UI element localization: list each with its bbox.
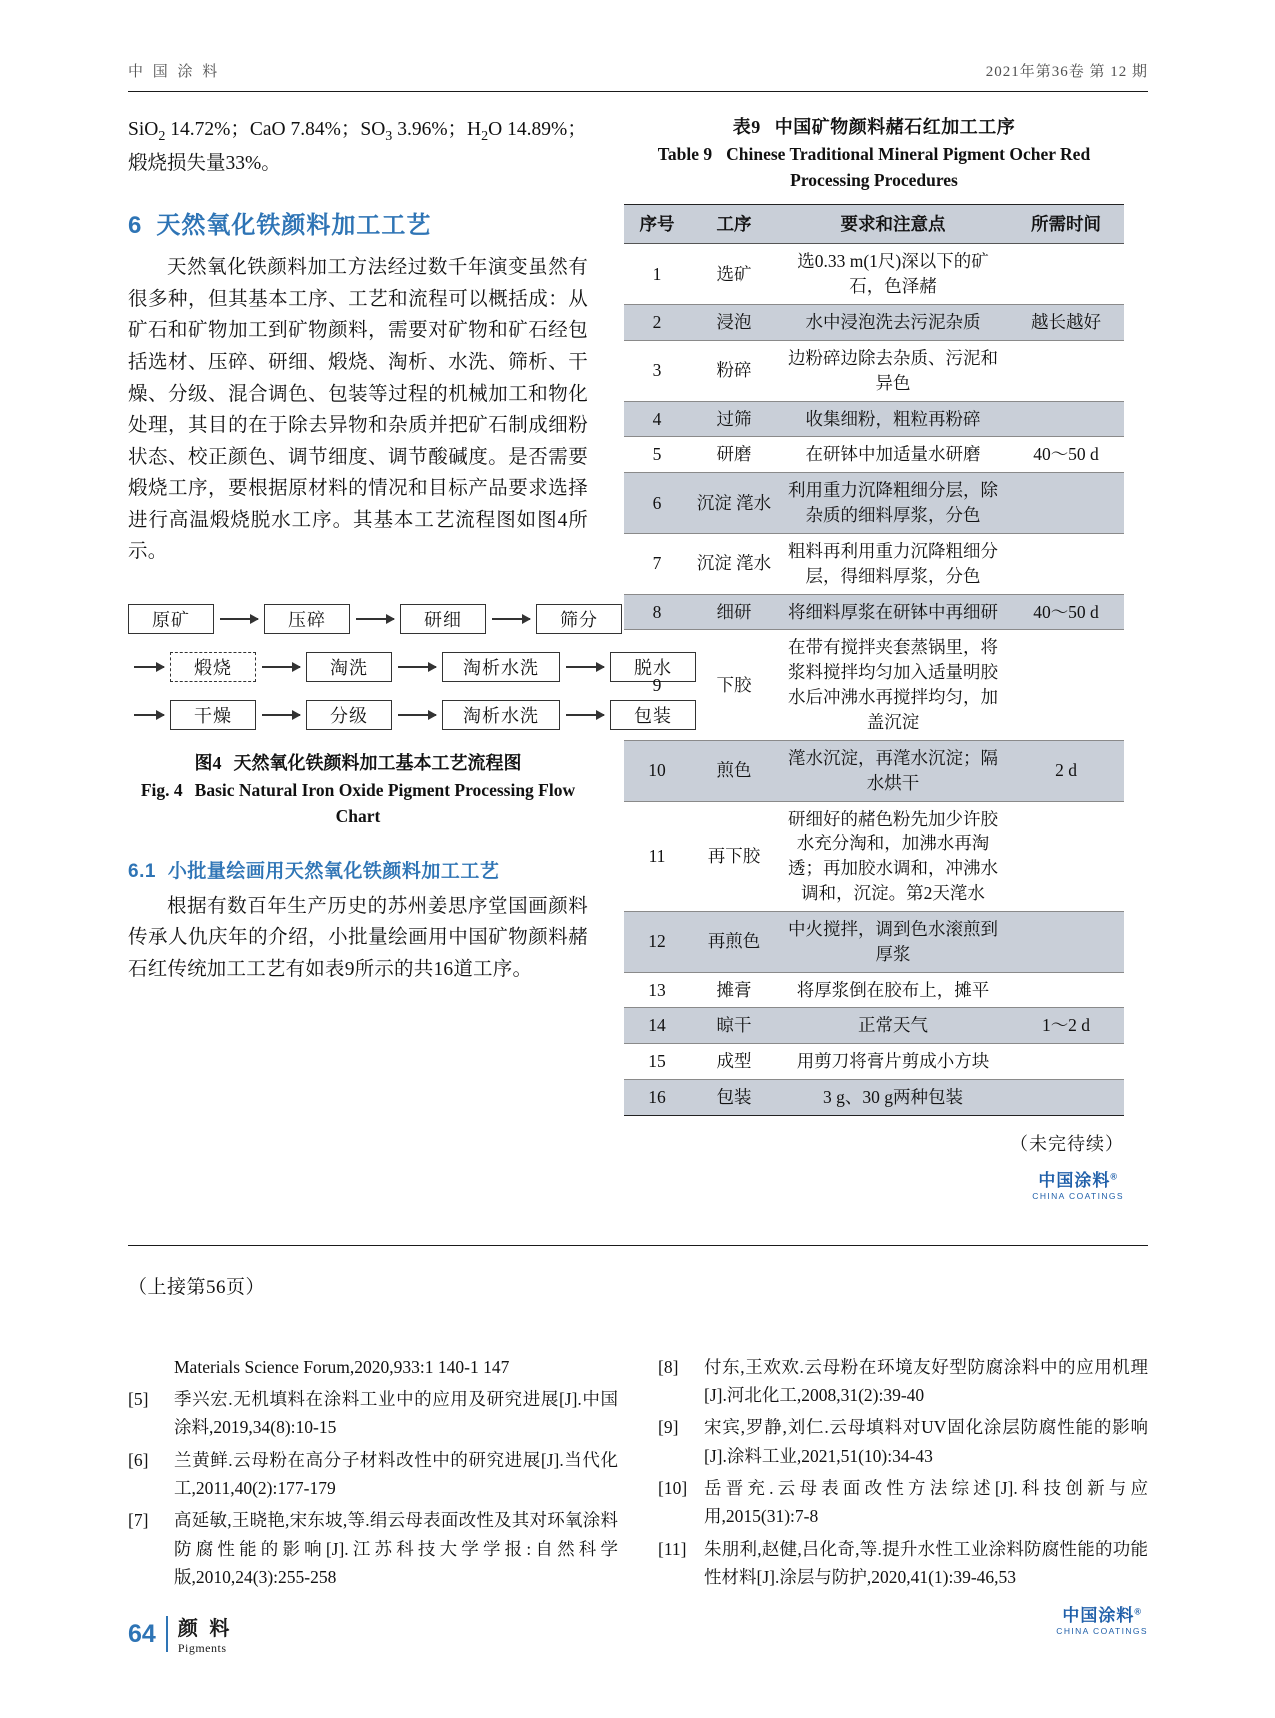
- flow-arrow-icon: [356, 618, 394, 620]
- cell-time: [1008, 1044, 1124, 1080]
- figure-title-cn: 天然氧化铁颜料加工基本工艺流程图: [233, 753, 522, 773]
- cell-step: 再下胶: [690, 801, 778, 911]
- cell-no: 8: [624, 594, 690, 630]
- cell-step: 摊膏: [690, 972, 778, 1008]
- reference-text: 高延敏,王晓艳,宋东坡,等.绢云母表面改性及其对环氧涂料防腐性能的影响[J].江苏科技大学学报:自然科学版,2010,24(3):255-258: [174, 1510, 618, 1588]
- cell-step: 过筛: [690, 401, 778, 437]
- cell-step: 晾干: [690, 1008, 778, 1044]
- cell-desc: 将细料厚浆在研钵中再细研: [778, 594, 1008, 630]
- table-row: [624, 533, 1124, 594]
- table-row: [624, 801, 1124, 911]
- header-rule: [128, 91, 1148, 92]
- reference-text: 宋宾,罗静,刘仁.云母填料对UV固化涂层防腐性能的影响[J].涂料工业,2021,51(10):34-43: [704, 1417, 1148, 1466]
- cell-no: 16: [624, 1080, 690, 1116]
- flow-box-crush: 压碎: [264, 604, 350, 634]
- cell-time: [1008, 340, 1124, 401]
- logo-registered-icon: ®: [1134, 1606, 1142, 1617]
- table-row: [624, 1044, 1124, 1080]
- cell-no: 3: [624, 340, 690, 401]
- flow-row-2: [128, 650, 672, 684]
- cell-desc: 在带有搅拌夹套蒸锅里，将浆料搅拌均匀加入适量明胶水后冲沸水再搅拌均匀，加盖沉淀: [778, 630, 1008, 740]
- table-row: [624, 630, 1124, 740]
- reference-item: [658, 1353, 1148, 1410]
- cell-no: 11: [624, 801, 690, 911]
- table-header-row: [624, 204, 1124, 244]
- figure-title-en: Basic Natural Iron Oxide Pigment Processing Flow Chart: [194, 780, 576, 827]
- flow-row-1: [128, 602, 598, 636]
- table-header: [624, 204, 1124, 244]
- table-caption-en: [624, 141, 1124, 194]
- reference-item: [658, 1535, 1148, 1592]
- journal-name: 中 国 涂 料: [128, 64, 221, 80]
- cell-desc: 将厚浆倒在胶布上，摊平: [778, 972, 1008, 1008]
- cell-desc: 3 g、30 g两种包装: [778, 1080, 1008, 1116]
- flow-box-screen: 筛分: [536, 604, 622, 634]
- table-row: [624, 473, 1124, 534]
- cell-no: 12: [624, 911, 690, 972]
- references-section: [128, 1353, 1148, 1637]
- table-title-cn: 中国矿物颜料赭石红加工工序: [774, 117, 1016, 137]
- figure-caption-cn: [128, 750, 588, 777]
- footer-divider: [166, 1616, 168, 1652]
- cell-time: 40～50 d: [1008, 437, 1124, 473]
- process-flow-chart: [128, 602, 672, 732]
- cell-desc: 在研钵中加适量水研磨: [778, 437, 1008, 473]
- flow-box-dry: 干燥: [170, 700, 256, 730]
- logo-text-cn: 中国涂料®: [1038, 1170, 1118, 1190]
- logo-box: [1056, 1607, 1148, 1636]
- cell-desc: 用剪刀将膏片剪成小方块: [778, 1044, 1008, 1080]
- cell-step: 包装: [690, 1080, 778, 1116]
- cell-time: [1008, 972, 1124, 1008]
- reference-item: [128, 1446, 618, 1503]
- reference-text: 朱朋利,赵健,吕化奇,等.提升水性工业涂料防腐性能的功能性材料[J].涂层与防护,2020,41(1):39-46,53: [704, 1538, 1148, 1588]
- table-title-en: Chinese Traditional Mineral Pigment Ocher Red Processing Procedures: [726, 144, 1091, 191]
- logo-registered-icon: ®: [1110, 1171, 1118, 1182]
- flow-arrow-icon: [220, 618, 258, 620]
- cell-desc: 边粉碎边除去杂质、污泥和异色: [778, 340, 1008, 401]
- figure-label-cn: 图4: [194, 753, 222, 773]
- table-row: [624, 1080, 1124, 1116]
- cell-no: 1: [624, 244, 690, 305]
- cell-no: 15: [624, 1044, 690, 1080]
- logo-box: [1032, 1172, 1124, 1201]
- col-header-step: 工序: [690, 204, 778, 244]
- subsection-title: 小批量绘画用天然氧化铁颜料加工工艺: [167, 860, 500, 882]
- cell-desc: 正常天气: [778, 1008, 1008, 1044]
- cell-desc: 粗料再利用重力沉降粗细分层，得细料厚浆，分色: [778, 533, 1008, 594]
- to-be-continued: （未完待续）: [1010, 1133, 1124, 1154]
- cell-time: [1008, 533, 1124, 594]
- cell-time: 2 d: [1008, 740, 1124, 801]
- cell-desc: 滗水沉淀，再滗水沉淀；隔水烘干: [778, 740, 1008, 801]
- table-row: [624, 1008, 1124, 1044]
- cell-time: [1008, 911, 1124, 972]
- flow-box-grind: 研细: [400, 604, 486, 634]
- section-heading: [128, 205, 588, 240]
- reference-text: 付东,王欢欢.云母粉在环境友好型防腐涂料中的应用机理[J].河北化工,2008,31(2):39-40: [704, 1356, 1148, 1406]
- right-column: [624, 114, 1124, 1201]
- footer-section: [178, 1612, 233, 1656]
- journal-logo: [624, 1172, 1124, 1201]
- flow-arrow-icon: [134, 714, 164, 716]
- cell-step: 细研: [690, 594, 778, 630]
- section-number: 6: [128, 212, 143, 240]
- reference-number: [9]: [658, 1417, 679, 1438]
- cell-time: 越长越好: [1008, 305, 1124, 341]
- cell-time: 1～2 d: [1008, 1008, 1124, 1044]
- cell-step: 浸泡: [690, 305, 778, 341]
- reference-number: [8]: [658, 1356, 679, 1377]
- subsection-number: 6.1: [128, 860, 156, 882]
- flow-arrow-icon: [566, 666, 604, 668]
- cell-step: 沉淀 滗水: [690, 473, 778, 534]
- cell-desc: 收集细粉，粗粒再粉碎: [778, 401, 1008, 437]
- article-divider: [128, 1245, 1148, 1246]
- paragraph-1: 天然氧化铁颜料加工方法经过数千年演变虽然有很多种，但其基本工序、工艺和流程可以概括成：从矿石和矿物加工到矿物颜料，需要对矿物和矿石经包括选材、压碎、研细、煅烧、淘析、水洗、筛析、干燥、分级、混合调色、包装等过程的机械加工和物化处理，其目的在于除去异物和杂质并把矿石制成细粉状态、校正颜色、调节细度、调节酸碱度。是否需要煅烧工序，要根据原材料的情况和目标产品要求选择进行高温煅烧脱水工序。其基本工艺流程图如图4所示。: [128, 257, 588, 563]
- figure-label-en: Fig. 4: [140, 780, 183, 800]
- logo-text-en: CHINA COATINGS: [1056, 1626, 1148, 1637]
- flow-box-elutriation-wash: 淘析水洗: [442, 652, 560, 682]
- table-caption: [624, 114, 1124, 194]
- cell-desc: 选0.33 m(1尺)深以下的矿石，色泽赭: [778, 244, 1008, 305]
- col-header-time: 所需时间: [1008, 204, 1124, 244]
- reference-item: [128, 1353, 618, 1381]
- table-row: [624, 401, 1124, 437]
- cell-no: 4: [624, 401, 690, 437]
- col-header-no: 序号: [624, 204, 690, 244]
- table-row: [624, 594, 1124, 630]
- flow-arrow-icon: [398, 714, 436, 716]
- cell-no: 10: [624, 740, 690, 801]
- footer-section-cn: 颜 料: [177, 1618, 233, 1640]
- table-label-cn: 表9: [732, 117, 761, 137]
- running-head: [128, 60, 1148, 89]
- logo-text-cn: 中国涂料®: [1062, 1606, 1142, 1626]
- cell-step: 再煎色: [690, 911, 778, 972]
- composition-line-2: 煅烧损失量33%。: [128, 152, 281, 174]
- logo-text-en: CHINA COATINGS: [1032, 1190, 1124, 1201]
- composition-line-1: SiO$_2$ 14.72%；CaO 7.84%；$SO_3$ 3.96%；$H_2O$ 14.89%；: [128, 119, 587, 144]
- reference-item: [128, 1385, 618, 1442]
- cell-time: [1008, 401, 1124, 437]
- table-row: [624, 972, 1124, 1008]
- cell-desc: 利用重力沉降粗细分层，除杂质的细料厚浆，分色: [778, 473, 1008, 534]
- issue-info: 2021年第36卷 第 12 期: [985, 64, 1148, 80]
- flow-arrow-icon: [566, 714, 604, 716]
- journal-logo: [658, 1607, 1148, 1636]
- table-row: [624, 437, 1124, 473]
- cell-desc: 中火搅拌，调到色水滚煎到厚浆: [778, 911, 1008, 972]
- cell-step: 研磨: [690, 437, 778, 473]
- flow-arrow-icon: [262, 714, 300, 716]
- flow-arrow-icon: [398, 666, 436, 668]
- table-9: [624, 204, 1124, 1116]
- cell-step: 沉淀 滗水: [690, 533, 778, 594]
- cell-no: 13: [624, 972, 690, 1008]
- table-caption-cn: [624, 114, 1124, 141]
- cell-desc: 研细好的赭色粉先加少许胶水充分淘和，加沸水再淘透；再加胶水调和，冲沸水调和，沉淀。第2天滗水: [778, 801, 1008, 911]
- figure-caption-en: [128, 777, 588, 830]
- page-content: [128, 60, 1148, 1636]
- flow-box-classify: 分级: [306, 700, 392, 730]
- table-row: [624, 305, 1124, 341]
- table-row: [624, 244, 1124, 305]
- cell-no: 2: [624, 305, 690, 341]
- reference-number: [6]: [128, 1449, 149, 1470]
- flow-box-dewater: 脱水: [610, 652, 696, 682]
- cell-time: [1008, 1080, 1124, 1116]
- two-column-body: [128, 114, 1148, 1201]
- footer-section-en: Pigments: [177, 1641, 227, 1655]
- table-body: [624, 244, 1124, 1116]
- flow-box-package: 包装: [610, 700, 696, 730]
- cell-no: 7: [624, 533, 690, 594]
- subsection-heading: [128, 856, 588, 883]
- reference-number: [5]: [128, 1389, 149, 1410]
- references-right-column: [658, 1353, 1148, 1637]
- table-label-en: Table 9: [657, 144, 713, 164]
- flow-box-calcine: 煅烧: [170, 652, 256, 682]
- cell-no: 9: [624, 630, 690, 740]
- cell-no: 5: [624, 437, 690, 473]
- flow-row-3: [128, 698, 672, 732]
- cell-time: [1008, 630, 1124, 740]
- continued-from-note: （上接第56页）: [128, 1276, 266, 1298]
- table-row: [624, 340, 1124, 401]
- cell-time: 40～50 d: [1008, 594, 1124, 630]
- reference-text: 兰黄鲜.云母粉在高分子材料改性中的研究进展[J].当代化工,2011,40(2):177-179: [174, 1449, 618, 1499]
- figure-caption: [128, 750, 588, 830]
- cell-no: 14: [624, 1008, 690, 1044]
- cell-desc: 水中浸泡洗去污泥杂质: [778, 305, 1008, 341]
- flow-box-wash: 淘洗: [306, 652, 392, 682]
- table-row: [624, 740, 1124, 801]
- reference-text: 岳晋充.云母表面改性方法综述[J].科技创新与应用,2015(31):7-8: [704, 1478, 1148, 1527]
- reference-item: [658, 1474, 1148, 1531]
- cell-step: 下胶: [690, 630, 778, 740]
- cell-no: 6: [624, 473, 690, 534]
- flow-arrow-icon: [262, 666, 300, 668]
- flow-box-raw-ore: 原矿: [128, 604, 214, 634]
- flow-arrow-icon: [134, 666, 164, 668]
- paragraph-2: 根据有数百年生产历史的苏州姜思序堂国画颜料传承人仇庆年的介绍，小批量绘画用中国矿物颜料赭石红传统加工工艺有如表9所示的共16道工序。: [128, 895, 588, 980]
- col-header-desc: 要求和注意点: [778, 204, 1008, 244]
- cell-step: 成型: [690, 1044, 778, 1080]
- cell-step: 选矿: [690, 244, 778, 305]
- cell-step: 煎色: [690, 740, 778, 801]
- references-left-column: [128, 1353, 618, 1637]
- flow-arrow-icon: [492, 618, 530, 620]
- reference-text: Materials Science Forum,2020,933:1 140-1 147: [174, 1356, 510, 1377]
- reference-text: 季兴宏.无机填料在涂料工业中的应用及研究进展[J].中国涂料,2019,34(8):10-15: [174, 1389, 618, 1438]
- page-footer: [128, 1612, 232, 1656]
- reference-number: [10]: [658, 1478, 688, 1499]
- reference-item: [658, 1413, 1148, 1470]
- flow-box-elutriation-wash-2: 淘析水洗: [442, 700, 560, 730]
- cell-time: [1008, 801, 1124, 911]
- table-row: [624, 911, 1124, 972]
- cell-time: [1008, 473, 1124, 534]
- cell-step: 粉碎: [690, 340, 778, 401]
- reference-item: [128, 1506, 618, 1591]
- reference-number: [7]: [128, 1510, 149, 1531]
- section-title: 天然氧化铁颜料加工工艺: [156, 212, 432, 240]
- reference-number: [11]: [658, 1538, 687, 1559]
- page-number: 64: [128, 1619, 156, 1648]
- cell-time: [1008, 244, 1124, 305]
